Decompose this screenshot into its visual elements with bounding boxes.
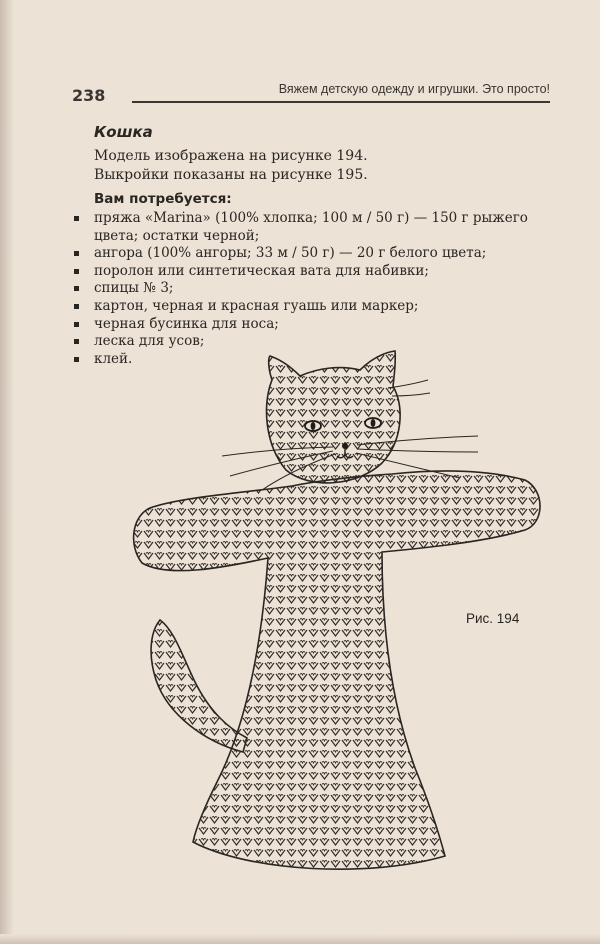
cat-body: [134, 471, 540, 869]
running-header: Вяжем детскую одежду и игрушки. Это просто!: [278, 82, 550, 96]
figure-caption: Рис. 194: [466, 611, 520, 626]
cat-tail: [151, 620, 247, 752]
list-item-text: ангора (100% ангоры; 33 м / 50 г) — 20 г белого цвета;: [94, 245, 487, 262]
list-item-text: черная бусинка для носа;: [94, 315, 279, 332]
page-number: 238: [72, 86, 106, 105]
section-title: Кошка: [94, 123, 153, 141]
cat-eye-right-pupil: [371, 419, 376, 427]
intro-line: Модель изображена на рисунке 194.: [94, 148, 368, 164]
cat-head: [266, 351, 400, 483]
intro-line: Выкройки показаны на рисунке 195.: [94, 167, 368, 183]
list-item-text: клей.: [94, 350, 133, 367]
cat-nose: [342, 443, 348, 449]
list-item-text: леска для усов;: [94, 333, 205, 350]
list-item-text: поролон или синтетическая вата для набивки;: [94, 262, 429, 279]
materials-heading: Вам потребуется:: [94, 191, 232, 207]
list-item-text: пряжа «Marina» (100% хлопка; 100 м / 50 г) — 150 г рыжего цвета; остатки черной;: [94, 210, 528, 244]
cat-eye-left-pupil: [311, 422, 316, 430]
list-item-text: спицы № 3;: [94, 280, 174, 297]
list-item-text: картон, черная и красная гуашь или маркер;: [94, 297, 419, 314]
